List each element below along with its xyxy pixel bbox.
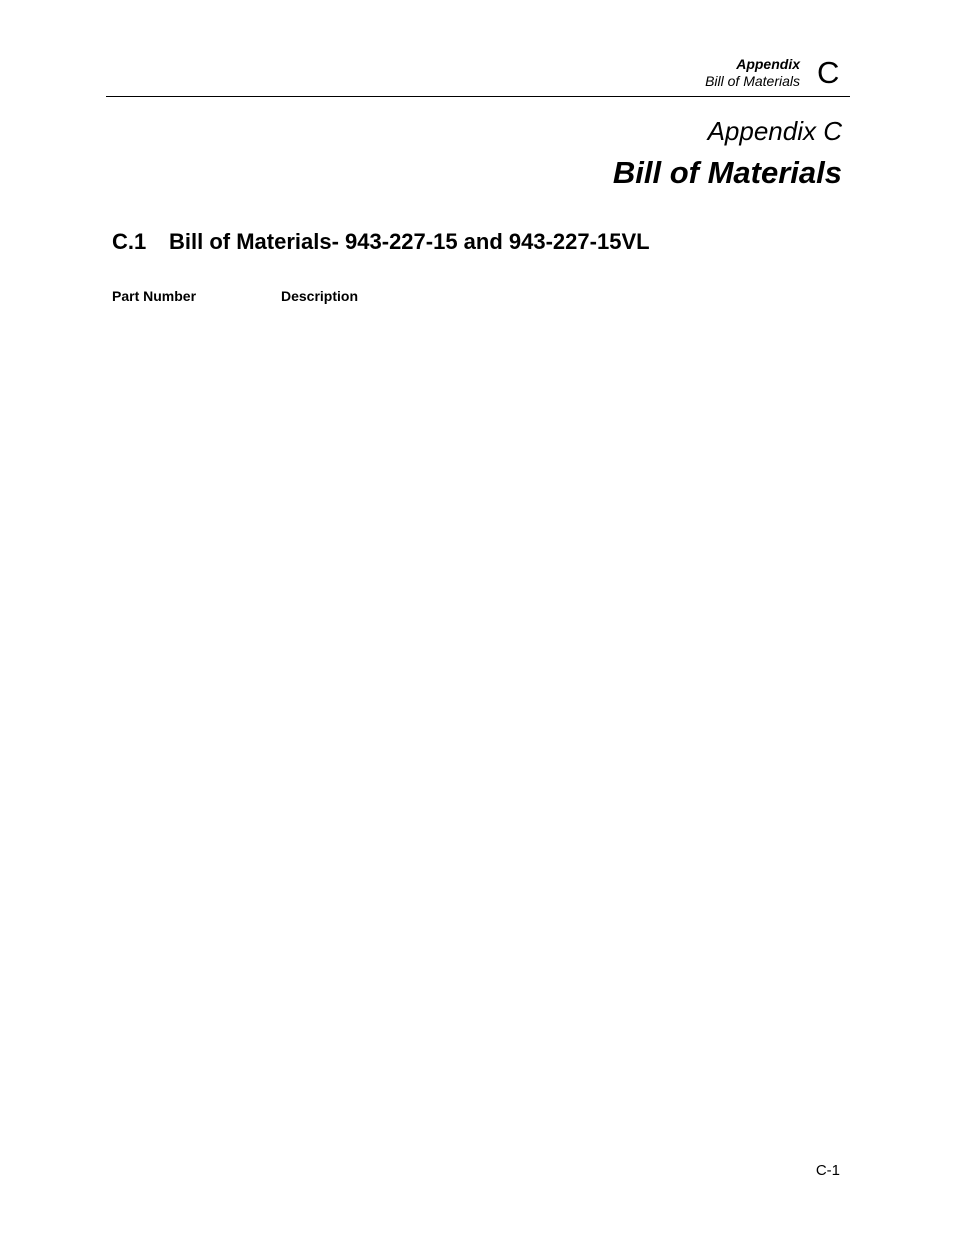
running-header-title: Bill of Materials xyxy=(705,73,800,89)
header-rule xyxy=(106,96,850,97)
section-heading xyxy=(112,227,650,257)
column-header-description: Description xyxy=(281,288,359,304)
appendix-letter: C xyxy=(817,55,840,90)
chapter-label: Appendix C xyxy=(707,116,842,146)
running-header xyxy=(705,56,800,90)
running-header-label: Appendix xyxy=(736,56,800,72)
section-title: Bill of Materials- 943-227-15 and 943-227-15VL xyxy=(169,229,650,254)
section-number: C.1 xyxy=(112,229,147,254)
column-header-part-number: Part Number xyxy=(112,288,197,304)
page-number: C-1 xyxy=(815,1162,840,1179)
chapter-title: Bill of Materials xyxy=(612,155,842,190)
